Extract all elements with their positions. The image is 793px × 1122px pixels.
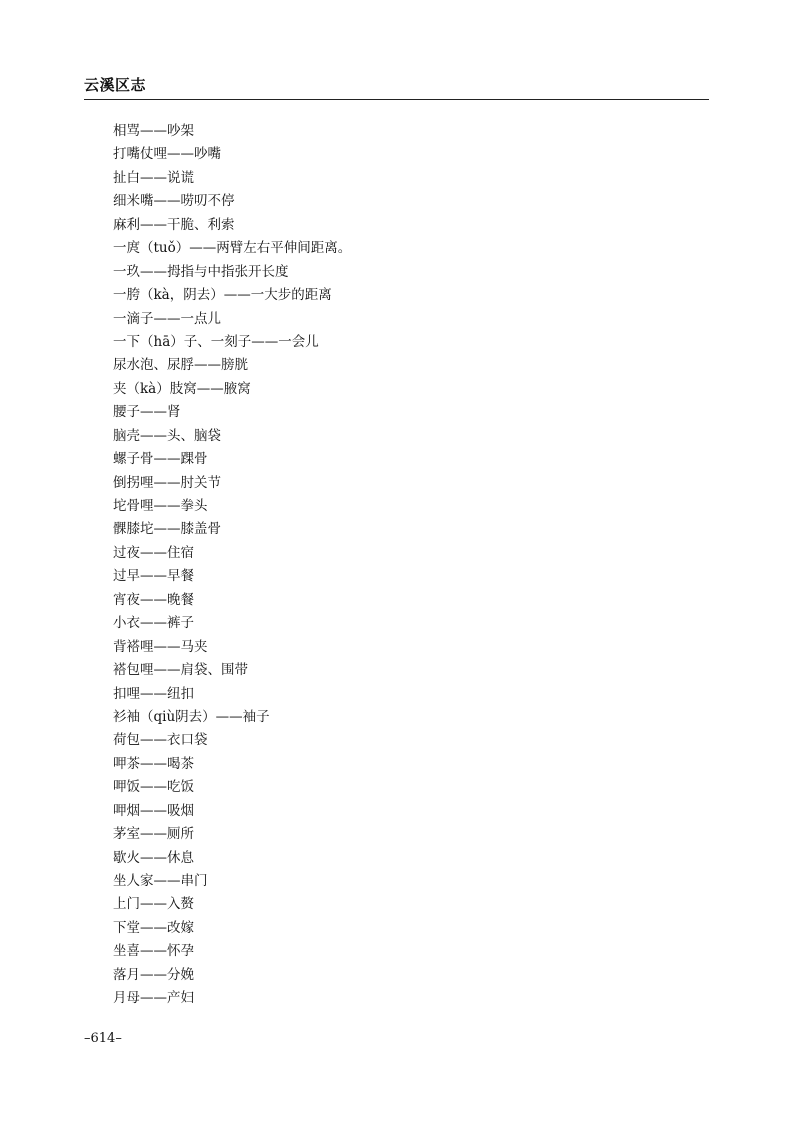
glossary-entry: 歇火——休息 — [113, 849, 194, 866]
glossary-entry: 落月——分娩 — [113, 966, 194, 983]
dialect-glossary-list — [113, 120, 351, 1011]
glossary-entry: 一胯（kà，阴去）——一大步的距离 — [113, 287, 332, 304]
glossary-entry: 一滴子——一点儿 — [113, 310, 221, 327]
glossary-entry: 茅室——厕所 — [113, 826, 194, 843]
glossary-entry: 一下（hā）子、一刻子——一会儿 — [113, 333, 319, 350]
glossary-entry: 麻利——干脆、利索 — [113, 216, 235, 233]
glossary-entry: 扯白——说谎 — [113, 169, 194, 186]
header-divider — [84, 99, 709, 100]
glossary-entry: 呷烟——吸烟 — [113, 802, 194, 819]
glossary-entry: 荷包——衣口袋 — [113, 732, 208, 749]
glossary-entry: 呷茶——喝茶 — [113, 755, 194, 772]
glossary-entry: 过夜——住宿 — [113, 544, 194, 561]
glossary-entry: 坨骨哩——拳头 — [113, 498, 208, 514]
glossary-entry: 相骂——吵架 — [113, 123, 194, 139]
glossary-entry: 背褡哩——马夹 — [113, 638, 208, 655]
glossary-entry: 尿水泡、尿脬——膀胱 — [113, 357, 248, 374]
glossary-entry: 一庹（tuǒ）——两臂左右平伸间距离。 — [113, 240, 352, 257]
glossary-entry: 一玖——拇指与中指张开长度 — [113, 263, 289, 280]
glossary-entry: 下堂——改嫁 — [113, 919, 194, 936]
glossary-entry: 上门——入赘 — [113, 896, 194, 913]
glossary-entry: 脑壳——头、脑袋 — [113, 427, 221, 444]
page-title: 云溪区志 — [84, 76, 147, 94]
page-number: –614– — [84, 1031, 122, 1046]
glossary-entry: 倒拐哩——肘关节 — [113, 474, 221, 491]
glossary-entry: 夹（kà）肢窝——腋窝 — [113, 380, 251, 397]
glossary-entry: 过早——早餐 — [113, 568, 194, 585]
glossary-entry: 坐人家——串门 — [113, 873, 208, 889]
glossary-entry: 扣哩——纽扣 — [113, 685, 194, 702]
glossary-entry: 褡包哩——肩袋、围带 — [113, 662, 248, 679]
glossary-entry: 细米嘴——唠叨不停 — [113, 193, 235, 210]
glossary-entry: 月母——产妇 — [113, 990, 194, 1007]
glossary-entry: 螺子骨——踝骨 — [113, 451, 208, 468]
glossary-entry: 衫袖（qiù阴去）——袖子 — [113, 708, 270, 725]
glossary-entry: 腰子——肾 — [113, 404, 181, 421]
glossary-entry: 髁膝坨——膝盖骨 — [113, 521, 221, 538]
glossary-entry: 小衣——裤子 — [113, 615, 194, 632]
glossary-entry: 坐喜——怀孕 — [113, 943, 194, 960]
glossary-entry: 呷饭——吃饭 — [113, 779, 194, 796]
glossary-entry: 打嘴仗哩——吵嘴 — [113, 146, 221, 163]
glossary-entry: 宵夜——晚餐 — [113, 591, 194, 608]
